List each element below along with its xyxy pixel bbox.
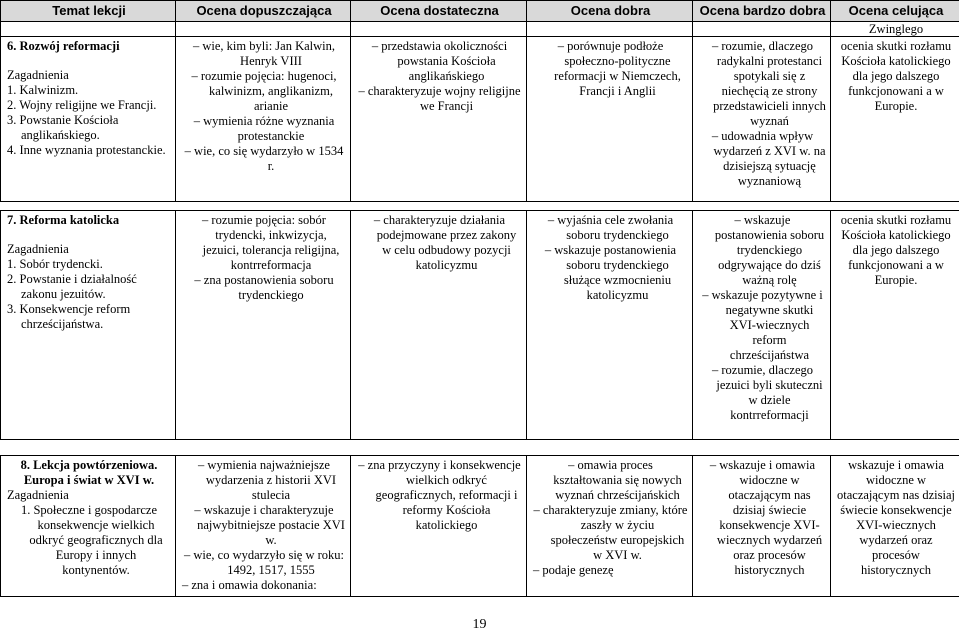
requirement-item: – wymienia różne wyznania protestanckie [182,114,346,144]
dobra-cell [527,456,693,597]
zwinglego-text: Zwinglego [831,20,959,39]
requirement-item: – wie, co się wydarzyło w 1534 r. [182,144,346,174]
requirement-item: – wskazuje pozytywne i negatywne skutki XVI-wiecznych reform chrześcijaństwa [699,288,826,363]
topic-item: 2. Powstanie i działalność zakonu jezuitów. [7,272,171,302]
requirement-item: – przedstawia okoliczności powstania Kościoła anglikańskiego [357,39,522,84]
topic-item: 1. Społeczne i gospodarcze konsekwencje wielkich odkryć geograficznych dla Europy i innych kontynentów. [7,503,171,578]
zagadnienia-label: Zagadnienia [7,242,171,257]
requirement-item: – omawia proces kształtowania się nowych wyznań chrześcijańskich [533,458,688,503]
requirement-item: – wie, co wydarzyło się w roku: 1492, 1517, 1555 [182,548,346,578]
zagadnienia-label: Zagadnienia [7,68,171,83]
topic-item: 4. Inne wyznania protestanckie. [7,143,171,158]
requirement-item: – zna postanowienia soboru trydenckiego [182,273,346,303]
celujaca-cell [831,37,959,202]
requirement-item: – charakteryzuje działania podejmowane przez zakony w celu odbudowy pozycji katolicyzmu [357,213,522,273]
bardzo-dobra-cell [693,37,831,202]
requirement-item: – udowadnia wpływ wydarzeń z XVI w. na dzisiejszą sytuację wyznaniową [699,129,826,189]
requirement-item: – rozumie pojęcia: hugenoci, kalwinizm, anglikanizm, arianie [182,69,346,114]
dostateczna-cell [351,37,527,202]
zagadnienia-label: Zagadnienia [7,488,171,503]
dopuszczajaca-cell [176,456,351,597]
topic-cell [1,37,176,202]
requirement-item: – wskazuje postanowienia soboru trydenckiego służące wzmocnieniu katolicyzmu [533,243,688,303]
requirement-item: – rozumie pojęcia: sobór trydencki, inkwizycja, jezuici, tolerancja religijna, kontrreformacja [182,213,346,273]
header-table [0,0,959,22]
dobra-cell [527,37,693,202]
lesson-row [1,37,959,202]
topic-cell [1,456,176,597]
dopuszczajaca-cell [176,37,351,202]
bardzo-dobra-cell [693,211,831,440]
requirement-item: – wymienia najważniejsze wydarzenia z historii XVI stulecia [182,458,346,503]
requirement-item: – wyjaśnia cele zwołania soboru trydenckiego [533,213,688,243]
dopuszczajaca-cell [176,211,351,440]
topic-cell [1,211,176,440]
topic-item: 1. Kalwinizm. [7,83,171,98]
page-number: 19 [0,617,959,633]
requirement-item: – zna i omawia dokonania: [182,578,346,593]
dostateczna-cell [351,211,527,440]
celujaca-cell [831,456,959,597]
requirement-item: – charakteryzuje wojny religijne we Francji [357,84,522,114]
celujaca-cell [831,211,959,440]
topic-item: 1. Sobór trydencki. [7,257,171,272]
requirement-text: ocenia skutki rozłamu Kościoła katolickiego dla jego dalszego funkcjonowani a w Europie. [841,39,951,113]
lesson-8-table [0,455,959,597]
lesson-row [1,211,959,440]
requirement-text: wskazuje i omawia widoczne w otaczającym nas dzisiaj świecie konsekwencje XVI-wiecznych wydarzeń oraz procesów historycznych [837,458,955,577]
dobra-cell [527,211,693,440]
topic-item: 3. Powstanie Kościoła anglikańskiego. [7,113,171,143]
requirement-item: – rozumie, dlaczego jezuici byli skuteczni w dziele kontrreformacji [699,363,826,423]
lesson-7-table [0,210,959,440]
requirement-item: – zna przyczyny i konsekwencje wielkich odkryć geograficznych, reformacji i reformy Kościoła katolickiego [357,458,522,533]
header-celujaca: Ocena celująca [831,1,959,22]
header-row [1,1,959,22]
requirement-item: – rozumie, dlaczego radykalni protestanci spotykali się z niechęcią ze strony przedstawicieli innych wyznań [699,39,826,129]
topic-item: 2. Wojny religijne we Francji. [7,98,171,113]
requirement-item: – charakteryzuje zmiany, które zaszły w życiu społeczeństw europejskich w XVI w. [533,503,688,563]
requirement-item: – porównuje podłoże społeczno-polityczne reformacji w Niemczech, Francji i Anglii [533,39,688,99]
topic-item: 3. Konsekwencje reform chrześcijaństwa. [7,302,171,332]
header-dostateczna: Ocena dostateczna [351,1,527,22]
requirement-item: – wskazuje i omawia widoczne w otaczającym nas dzisiaj świecie konsekwencje XVI-wiecznych wydarzeń oraz procesów historycznych [699,458,826,578]
lesson-6-table [0,36,959,202]
requirement-item: – wskazuje postanowienia soboru trydenckiego odgrywające do dziś ważną rolę [699,213,826,288]
dostateczna-cell [351,456,527,597]
header-bardzo-dobra: Ocena bardzo dobra [693,1,831,22]
lesson-title: 6. Rozwój reformacji [7,39,171,54]
requirement-item: – wie, kim byli: Jan Kalwin, Henryk VIII [182,39,346,69]
header-dobra: Ocena dobra [527,1,693,22]
lesson-row [1,456,959,597]
header-topic: Temat lekcji [1,1,176,22]
bardzo-dobra-cell [693,456,831,597]
lesson-title: 8. Lekcja powtórzeniowa. Europa i świat w XVI w. [7,458,171,488]
header-dopuszczajaca: Ocena dopuszczająca [176,1,351,22]
requirement-text: ocenia skutki rozłamu Kościoła katolickiego dla jego dalszego funkcjonowani a w Europie. [841,213,951,287]
requirement-item: – podaje genezę [533,563,688,578]
requirement-item: – wskazuje i charakteryzuje najwybitniejsze postacie XVI w. [182,503,346,548]
lesson-title: 7. Reforma katolicka [7,213,171,228]
